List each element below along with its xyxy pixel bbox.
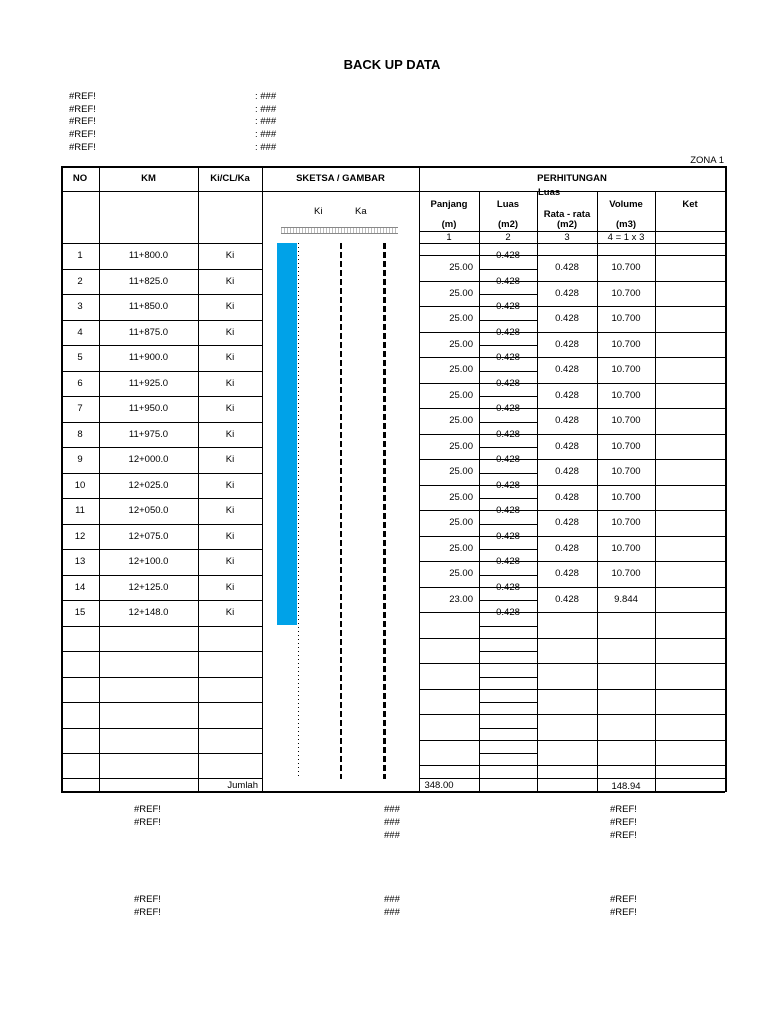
segment-rata: 0.428 [555,517,579,528]
segment-rata: 0.428 [555,415,579,426]
grid-line [61,269,262,270]
segment-panjang: 25.00 [449,542,473,554]
total-label: Jumlah [227,780,258,791]
grid-line [61,294,262,295]
row-no: 10 [74,479,86,491]
segment-panjang: 25.00 [449,491,473,503]
segment-panjang: 25.00 [449,389,473,401]
row-no: 11 [75,505,85,516]
grid-line [479,753,537,754]
grid-line [725,166,727,792]
grid-line [479,626,537,627]
segment-panjang: 23.00 [449,593,473,605]
signature-right: #REF! [610,894,637,905]
row-luas: 0.428 [496,530,520,542]
header-index-3: 3 [564,232,570,243]
page-title: BACK UP DATA [343,57,441,72]
row-luas: 0.428 [496,377,520,389]
header-volume-unit: (m3) [615,219,637,230]
grid-line [479,243,537,244]
grid-line [61,677,262,678]
segment-panjang: 25.00 [449,466,473,477]
grid-line [61,371,262,372]
grid-line [419,166,420,791]
row-km: 11+850.0 [128,301,169,312]
sketch-dashed-line [383,243,386,779]
row-luas: 0.428 [496,581,520,593]
row-luas: 0.428 [496,326,520,338]
grid-line [419,612,725,613]
segment-rata: 0.428 [555,568,579,579]
row-no: 1 [77,250,83,261]
header-perhitungan: PERHITUNGAN [537,173,607,184]
grid-line [419,638,725,639]
signature-left: #REF! [134,894,161,905]
segment-volume: 10.700 [611,517,641,528]
grid-line [419,459,725,460]
segment-volume: 10.700 [611,389,641,401]
header-index-1: 1 [446,232,452,243]
signature-left: #REF! [134,804,161,815]
sketch-bar [277,243,297,625]
segment-rata: 0.428 [555,338,579,350]
signature-left: #REF! [134,907,161,918]
segment-volume: 10.700 [611,338,641,350]
grid-line [419,740,725,741]
row-luas: 0.428 [496,352,520,363]
segment-rata: 0.428 [555,313,579,324]
signature-mid: ### [384,830,400,841]
grid-line [61,753,262,754]
grid-line [61,447,262,448]
grid-line [479,320,537,321]
row-luas: 0.428 [496,301,520,312]
total-volume: 148.94 [611,781,641,792]
grid-line [61,320,262,321]
segment-volume: 10.700 [611,313,641,324]
segment-panjang: 25.00 [449,287,473,299]
row-side: Ki [225,352,235,363]
segment-volume: 9.844 [614,593,638,605]
row-side: Ki [225,505,235,516]
segment-rata: 0.428 [555,262,579,273]
grid-line [61,549,262,550]
row-no: 3 [77,301,83,312]
row-no: 13 [74,556,86,567]
row-luas: 0.428 [496,556,520,567]
grid-line [419,357,725,358]
grid-line [419,587,725,588]
row-km: 11+800.0 [128,250,169,261]
segment-volume: 10.700 [611,262,641,273]
grid-line [479,498,537,499]
grid-line [419,408,725,409]
grid-line [479,728,537,729]
header-volume: Volume [609,199,643,210]
sketch-dashed-line [298,243,299,779]
row-luas: 0.428 [496,275,520,287]
segment-panjang: 25.00 [449,364,473,375]
row-side: Ki [225,428,235,440]
sketch-dashed-line [340,243,342,779]
grid-line [419,383,725,384]
row-km: 12+075.0 [128,530,169,542]
row-side: Ki [225,301,235,312]
row-km: 12+050.0 [128,505,169,516]
grid-line [419,485,725,486]
info-label: #REF! [69,116,96,128]
grid-line [61,524,262,525]
grid-line [61,243,262,244]
row-luas: 0.428 [496,428,520,440]
signature-left: #REF! [134,817,161,828]
row-side: Ki [225,581,235,593]
grid-line [61,600,262,601]
segment-volume: 10.700 [611,440,641,452]
segment-rata: 0.428 [555,593,579,605]
grid-line [61,728,262,729]
header-luas-top: Luas [538,187,561,198]
grid-line [479,549,537,550]
road-hatch-icon [281,227,398,234]
sketch-ki-label: Ki [314,206,323,217]
signature-mid: ### [384,804,400,815]
segment-rata: 0.428 [555,287,579,299]
header-panjang: Panjang [430,199,468,210]
row-side: Ki [225,326,235,338]
row-km: 11+875.0 [128,326,169,338]
row-luas: 0.428 [496,479,520,491]
grid-line [419,778,725,779]
grid-line [419,536,725,537]
row-no: 14 [74,581,86,593]
info-label: #REF! [69,129,96,141]
segment-rata: 0.428 [555,440,579,452]
grid-line [419,561,725,562]
grid-line [479,702,537,703]
grid-line [61,422,262,423]
grid-line [419,281,725,282]
grid-line [419,306,725,307]
signature-right: #REF! [610,804,637,815]
row-km: 11+925.0 [128,377,169,389]
header-luas: Luas [496,199,520,210]
signature-right: #REF! [610,830,637,841]
grid-line [479,422,537,423]
row-km: 12+100.0 [128,556,169,567]
zona-label: ZONA 1 [690,155,724,166]
row-luas: 0.428 [496,607,520,618]
grid-line [479,447,537,448]
row-km: 12+000.0 [128,454,169,465]
grid-line [479,575,537,576]
grid-line [61,473,262,474]
info-value: : ### [255,129,277,141]
header-ket: Ket [682,199,698,210]
info-value: : ### [255,91,277,102]
signature-mid: ### [384,817,400,828]
info-label: #REF! [69,103,96,115]
header-index-2: 2 [505,232,511,243]
row-side: Ki [225,275,235,287]
grid-line [419,689,725,690]
segment-rata: 0.428 [555,542,579,554]
grid-line [479,677,537,678]
grid-line [61,575,262,576]
row-no: 15 [74,607,86,618]
row-no: 4 [77,326,83,338]
info-value: : ### [255,116,277,128]
info-label: #REF! [69,141,96,153]
signature-mid: ### [384,907,400,918]
grid-line [479,396,537,397]
segment-volume: 10.700 [611,364,641,375]
grid-line [479,345,537,346]
grid-line [419,255,725,256]
info-value: : ### [255,103,277,115]
grid-line [61,345,262,346]
row-no: 8 [77,428,83,440]
row-side: Ki [225,530,235,542]
row-side: Ki [225,556,235,567]
row-side: Ki [225,250,235,261]
grid-line [479,294,537,295]
row-luas: 0.428 [496,505,520,516]
row-no: 5 [77,352,83,363]
signature-right: #REF! [610,817,637,828]
row-km: 12+148.0 [128,607,169,618]
row-km: 11+900.0 [128,352,169,363]
grid-line [419,332,725,333]
row-no: 12 [74,530,86,542]
header-luas-unit: (m2) [497,219,519,230]
row-side: Ki [225,607,235,618]
grid-line [262,166,263,791]
segment-panjang: 25.00 [449,440,473,452]
header-rata: Rata - rata [543,209,591,220]
row-luas: 0.428 [496,403,520,414]
signature-mid: ### [384,894,400,905]
row-luas: 0.428 [496,454,520,465]
row-side: Ki [225,403,235,414]
total-panjang: 348.00 [424,780,454,791]
grid-line [61,396,262,397]
segment-volume: 10.700 [611,287,641,299]
row-km: 12+025.0 [128,479,169,491]
header-sketsa: SKETSA / GAMBAR [296,173,385,184]
row-side: Ki [225,377,235,389]
grid-line [479,269,537,270]
segment-rata: 0.428 [555,389,579,401]
row-km: 11+950.0 [128,403,169,414]
row-km: 11+825.0 [128,275,169,287]
segment-panjang: 25.00 [449,415,473,426]
row-no: 6 [77,377,83,389]
grid-line [61,191,725,192]
signature-right: #REF! [610,907,637,918]
segment-volume: 10.700 [611,542,641,554]
grid-line [61,498,262,499]
segment-panjang: 25.00 [449,338,473,350]
grid-line [61,702,262,703]
segment-panjang: 25.00 [449,517,473,528]
header-rata-unit: (m2) [556,219,578,230]
header-no: NO [72,173,88,184]
grid-line [419,663,725,664]
info-value: : ### [255,141,277,153]
grid-line [479,371,537,372]
segment-panjang: 25.00 [449,262,473,273]
sketch-ka-label: Ka [355,206,367,217]
grid-line [479,524,537,525]
row-no: 2 [77,275,83,287]
grid-line [61,651,262,652]
grid-line [479,651,537,652]
grid-line [61,778,262,779]
segment-rata: 0.428 [555,364,579,375]
header-km: KM [141,173,156,184]
segment-panjang: 25.00 [449,313,473,324]
header-panjang-unit: (m) [441,219,457,230]
segment-volume: 10.700 [611,491,641,503]
segment-volume: 10.700 [611,466,641,477]
row-luas: 0.428 [496,250,520,261]
grid-line [479,600,537,601]
grid-line [61,626,262,627]
segment-volume: 10.700 [611,415,641,426]
segment-volume: 10.700 [611,568,641,579]
row-side: Ki [225,454,235,465]
header-index-4: 4 = 1 x 3 [607,232,645,243]
row-side: Ki [225,479,235,491]
info-label: #REF! [69,91,96,102]
grid-line [419,434,725,435]
segment-rata: 0.428 [555,466,579,477]
segment-panjang: 25.00 [449,568,473,579]
grid-line [479,473,537,474]
grid-line [61,166,725,168]
grid-line [419,714,725,715]
row-km: 12+125.0 [128,581,169,593]
row-km: 11+975.0 [128,428,169,440]
row-no: 9 [77,454,83,465]
grid-line [419,765,725,766]
grid-line [419,510,725,511]
header-ki-cl-ka: Ki/CL/Ka [210,173,250,184]
segment-rata: 0.428 [555,491,579,503]
row-no: 7 [77,403,83,414]
grid-line [419,243,725,244]
